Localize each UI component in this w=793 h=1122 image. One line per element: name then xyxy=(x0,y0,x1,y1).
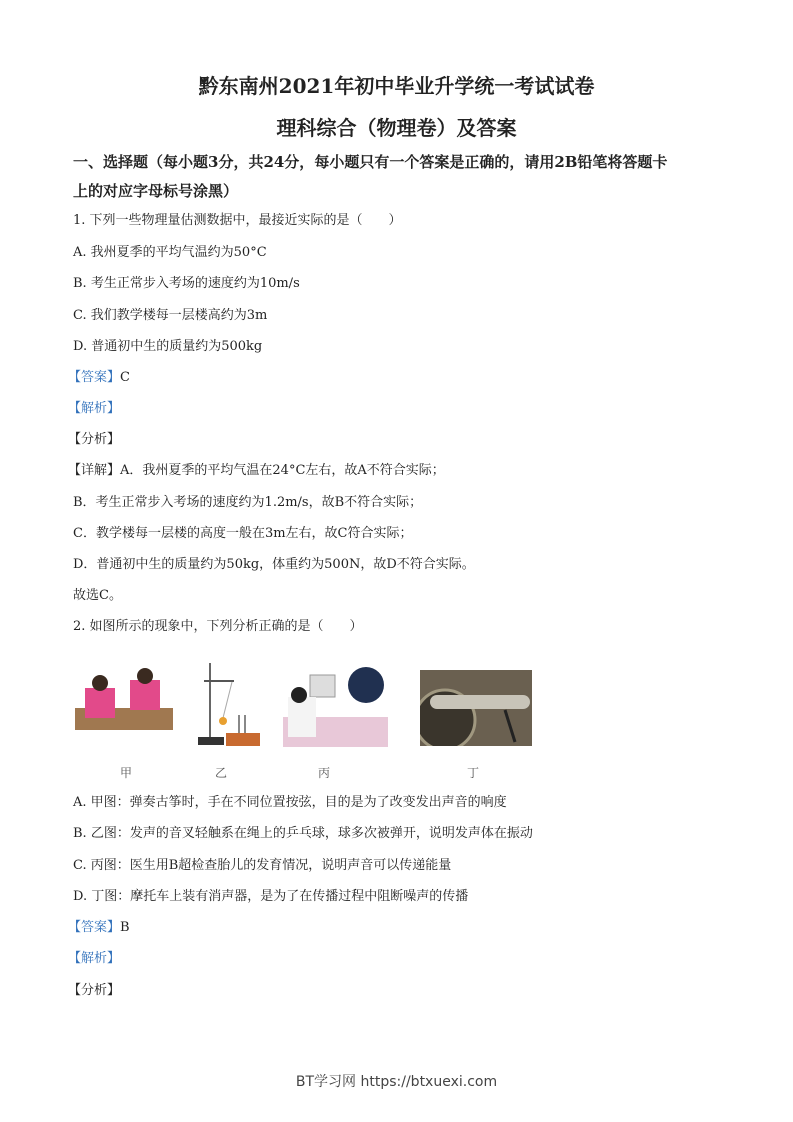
answer-label: 【答案】 xyxy=(68,370,121,385)
q1-answer xyxy=(68,369,130,387)
answer-value: C xyxy=(120,370,130,385)
q1-detail-b: B．考生正常步入考场的速度约为1.2m/s，故B不符合实际； xyxy=(73,495,423,510)
section-heading-cont: 上的对应字母标号涂黑） xyxy=(73,182,239,200)
q1-option-b: B. 考生正常步入考场的速度约为10m/s xyxy=(73,276,300,291)
detail-label: 【详解】 xyxy=(68,463,121,478)
answer-label: 【答案】 xyxy=(68,920,121,935)
q2-analysis-label: 【解析】 xyxy=(68,951,121,966)
q2-option-c: C. 丙图：医生用B超检查胎儿的发育情况，说明声音可以传递能量 xyxy=(73,858,452,873)
detail-text: A．我州夏季的平均气温在24°C左右，故A不符合实际； xyxy=(120,463,445,478)
section-heading: 一、选择题（每小题3分，共24分，每小题只有一个答案是正确的，请用2B铅笔将答题卡 xyxy=(73,153,668,171)
ultrasound-image xyxy=(283,667,388,747)
caption-yi: 乙 xyxy=(215,766,228,780)
subtitle: 理科综合（物理卷）及答案 xyxy=(276,116,517,140)
tuning-fork-image xyxy=(198,663,263,748)
q2-option-b: B. 乙图：发声的音叉轻触系在绳上的乒乓球，球多次被弹开，说明发声体在振动 xyxy=(73,826,533,841)
caption-bing: 丙 xyxy=(318,766,331,780)
q1-stem: 1. 下列一些物理量估测数据中，最接近实际的是（ ） xyxy=(73,213,402,228)
caption-ding: 丁 xyxy=(467,766,480,780)
q1-option-d: D. 普通初中生的质量约为500kg xyxy=(73,339,263,354)
q1-conclusion: 故选C。 xyxy=(73,588,122,603)
q1-fenxi-label: 【分析】 xyxy=(68,432,121,447)
title: 黔东南州2021年初中毕业升学统一考试试卷 xyxy=(198,74,595,98)
q2-stem: 2. 如图所示的现象中，下列分析正确的是（ ） xyxy=(73,619,363,634)
q2-option-d: D. 丁图：摩托车上装有消声器，是为了在传播过程中阻断噪声的传播 xyxy=(73,889,469,904)
footer-watermark: BT学习网 https://btxuexi.com xyxy=(295,1074,498,1090)
answer-value: B xyxy=(120,920,130,935)
q2-fenxi-label: 【分析】 xyxy=(68,983,121,998)
q2-option-a: A. 甲图：弹奏古筝时，手在不同位置按弦，目的是为了改变发出声音的响度 xyxy=(73,795,507,810)
q2-answer xyxy=(68,919,130,937)
caption-jia: 甲 xyxy=(120,766,133,780)
q1-detail-c: C．教学楼每一层楼的高度一般在3m左右，故C符合实际； xyxy=(73,526,413,541)
q1-detail-a xyxy=(68,462,445,480)
q1-detail-d: D．普通初中生的质量约为50kg，体重约为500N，故D不符合实际。 xyxy=(73,557,475,572)
guzheng-image xyxy=(75,668,175,738)
q1-option-a: A. 我州夏季的平均气温约为50°C xyxy=(73,245,267,260)
q1-option-c: C. 我们教学楼每一层楼高约为3m xyxy=(73,308,268,323)
motorcycle-muffler-image xyxy=(420,670,532,746)
q1-analysis-label: 【解析】 xyxy=(68,401,121,416)
